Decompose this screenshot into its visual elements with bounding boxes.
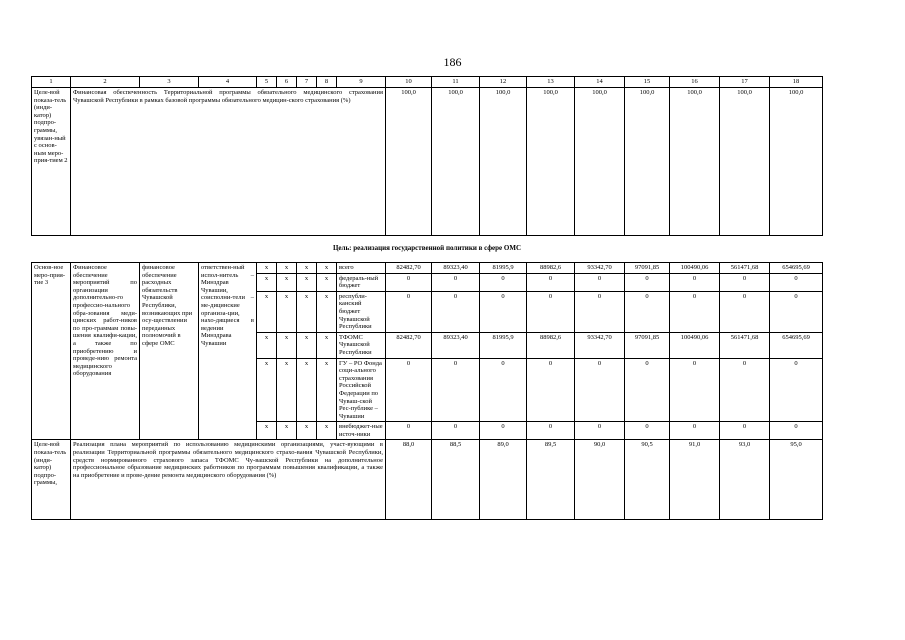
value-cell: 0	[432, 291, 480, 332]
value-cell: 0	[575, 422, 625, 440]
value-cell: 88982,6	[527, 332, 575, 358]
value-cell: 0	[386, 358, 432, 422]
value-cell: 0	[432, 422, 480, 440]
value-cell: 0	[527, 291, 575, 332]
header-cell: 7	[297, 77, 317, 88]
x-cell: x	[297, 291, 317, 332]
value-cell: 93,0	[720, 440, 770, 520]
value-cell: 97091,85	[625, 332, 670, 358]
header-cell: 1	[32, 77, 71, 88]
value-cell: 0	[575, 273, 625, 291]
value-cell: 654695,69	[770, 263, 823, 274]
funding-source: ТФОМС Чувашской Республики	[337, 332, 386, 358]
value-cell: 88,5	[432, 440, 480, 520]
value-cell: 0	[720, 422, 770, 440]
x-cell: x	[297, 263, 317, 274]
value-cell: 0	[480, 291, 527, 332]
value-cell: 95,0	[770, 440, 823, 520]
header-cell: 2	[71, 77, 140, 88]
value-cell: 100,0	[670, 88, 720, 236]
value-cell: 100490,06	[670, 332, 720, 358]
value-cell: 89,0	[480, 440, 527, 520]
goal-row	[32, 236, 823, 263]
indicator-text: Реализация плана мероприятий по использованию медицинскими организациями, участ-вующими в реализации Территориальной программы обязательного медицинского страхо-вания Чувашской Республики, средств нормированного страхового запаса ТФОМС Чу-вашской Республики на дополнительное профессиональное образование медицинских работников по программам повышения квалификации, а также на приобретение и прове-дение ремонта медицинского оборудования (%)	[71, 440, 386, 520]
value-cell: 100,0	[575, 88, 625, 236]
value-cell: 0	[386, 291, 432, 332]
value-cell: 0	[770, 422, 823, 440]
value-cell: 100490,06	[670, 263, 720, 274]
indicator-row-2	[32, 440, 823, 520]
value-cell: 0	[770, 291, 823, 332]
value-cell: 0	[386, 273, 432, 291]
value-cell: 90,5	[625, 440, 670, 520]
event-label: Основ-ное меро-прия-тие 3	[32, 263, 71, 440]
value-cell: 89323,40	[432, 263, 480, 274]
funding-source: всего	[337, 263, 386, 274]
x-cell: x	[257, 273, 277, 291]
funding-source: республи-канский бюджет Чувашской Республики	[337, 291, 386, 332]
value-cell: 0	[527, 422, 575, 440]
value-cell: 0	[720, 291, 770, 332]
value-cell: 0	[527, 358, 575, 422]
value-cell: 81995,9	[480, 263, 527, 274]
value-cell: 0	[575, 358, 625, 422]
x-cell: x	[297, 273, 317, 291]
value-cell: 100,0	[386, 88, 432, 236]
value-cell: 82482,70	[386, 332, 432, 358]
header-row	[32, 77, 823, 88]
indicator-label: Целе-вой показа-тель (инди-катор) подпро-граммы, увязан-ный с основ-ным меро-прия-тием 2	[32, 88, 71, 236]
indicator-label: Целе-вой показа-тель (инди-катор) подпро-граммы,	[32, 440, 71, 520]
x-cell: x	[317, 263, 337, 274]
header-cell: 13	[527, 77, 575, 88]
value-cell: 0	[625, 273, 670, 291]
x-cell: x	[317, 358, 337, 422]
indicator-row-1	[32, 88, 823, 236]
header-cell: 17	[720, 77, 770, 88]
value-cell: 93342,70	[575, 263, 625, 274]
value-cell: 93342,70	[575, 332, 625, 358]
x-cell: x	[257, 263, 277, 274]
event-responsible: ответствен-ный испол-нитель – Минздрав Чувашии, соисполни-тели – ме-дицинские организа-ции, нахо-дящиеся в ведении Минздрава Чувашии	[199, 263, 257, 440]
header-cell: 9	[337, 77, 386, 88]
x-cell: x	[257, 291, 277, 332]
value-cell: 88982,6	[527, 263, 575, 274]
value-cell: 89,5	[527, 440, 575, 520]
value-cell: 0	[575, 291, 625, 332]
value-cell: 0	[625, 422, 670, 440]
x-cell: x	[297, 422, 317, 440]
funding-source: ГУ – РО Фонда соци-ального страхования Российской Федерации по Чуваш-ской Рес-публике – Чувашии	[337, 358, 386, 422]
value-cell: 90,0	[575, 440, 625, 520]
header-cell: 12	[480, 77, 527, 88]
x-cell: x	[257, 358, 277, 422]
value-cell: 82482,70	[386, 263, 432, 274]
program-table	[31, 76, 823, 520]
value-cell: 100,0	[720, 88, 770, 236]
x-cell: x	[317, 291, 337, 332]
value-cell: 100,0	[432, 88, 480, 236]
header-cell: 5	[257, 77, 277, 88]
value-cell: 0	[480, 358, 527, 422]
value-cell: 0	[625, 358, 670, 422]
header-cell: 8	[317, 77, 337, 88]
value-cell: 88,0	[386, 440, 432, 520]
value-cell: 100,0	[527, 88, 575, 236]
x-cell: x	[277, 332, 297, 358]
value-cell: 0	[480, 422, 527, 440]
x-cell: x	[257, 422, 277, 440]
x-cell: x	[277, 263, 297, 274]
x-cell: x	[257, 332, 277, 358]
value-cell: 0	[670, 273, 720, 291]
value-cell: 0	[670, 422, 720, 440]
x-cell: x	[277, 273, 297, 291]
funding-source: федераль-ный бюджет	[337, 273, 386, 291]
x-cell: x	[277, 291, 297, 332]
value-cell: 561471,68	[720, 263, 770, 274]
value-cell: 0	[770, 273, 823, 291]
header-cell: 18	[770, 77, 823, 88]
value-cell: 97091,85	[625, 263, 670, 274]
x-cell: x	[317, 422, 337, 440]
value-cell: 654695,69	[770, 332, 823, 358]
value-cell: 0	[386, 422, 432, 440]
value-cell: 0	[670, 358, 720, 422]
value-cell: 0	[432, 273, 480, 291]
x-cell: x	[277, 358, 297, 422]
funding-source: внебюджет-ные источ-ники	[337, 422, 386, 440]
x-cell: x	[317, 273, 337, 291]
goal-heading: Цель: реализация государственной политики в сфере ОМС	[32, 236, 823, 263]
value-cell: 100,0	[770, 88, 823, 236]
header-cell: 6	[277, 77, 297, 88]
value-cell: 0	[670, 291, 720, 332]
value-cell: 0	[527, 273, 575, 291]
value-cell: 81995,9	[480, 332, 527, 358]
indicator-text: Финансовая обеспеченность Территориальной программы обязательного медицинского страхования Чувашской Республики в рамках базовой программы обязательного медицин-ского страхования (%)	[71, 88, 386, 236]
value-cell: 0	[432, 358, 480, 422]
value-cell: 100,0	[480, 88, 527, 236]
header-cell: 11	[432, 77, 480, 88]
page-number: 186	[443, 55, 462, 69]
header-cell: 10	[386, 77, 432, 88]
value-cell: 0	[720, 273, 770, 291]
event-name: Финансовое обеспечение мероприятий по организации дополнительно-го профессио-нального обра-зования меди-цинских работ-ников по про-граммам повы-шения квалифи-кации, а также по приобретению и проведе-нию ремонта медицинского оборудования	[71, 263, 140, 440]
value-cell: 0	[770, 358, 823, 422]
x-cell: x	[317, 332, 337, 358]
value-cell: 561471,68	[720, 332, 770, 358]
value-cell: 0	[720, 358, 770, 422]
funding-row	[32, 263, 823, 274]
header-cell: 15	[625, 77, 670, 88]
x-cell: x	[297, 358, 317, 422]
value-cell: 0	[625, 291, 670, 332]
header-cell: 4	[199, 77, 257, 88]
event-task: финансовое обеспечение расходных обязательств Чувашской Республики, возникающих при осу-ществлении переданных полномочий в сфере ОМС	[140, 263, 199, 440]
value-cell: 100,0	[625, 88, 670, 236]
header-cell: 16	[670, 77, 720, 88]
value-cell: 89323,40	[432, 332, 480, 358]
header-cell: 3	[140, 77, 199, 88]
x-cell: x	[297, 332, 317, 358]
value-cell: 91,0	[670, 440, 720, 520]
header-cell: 14	[575, 77, 625, 88]
value-cell: 0	[480, 273, 527, 291]
x-cell: x	[277, 422, 297, 440]
